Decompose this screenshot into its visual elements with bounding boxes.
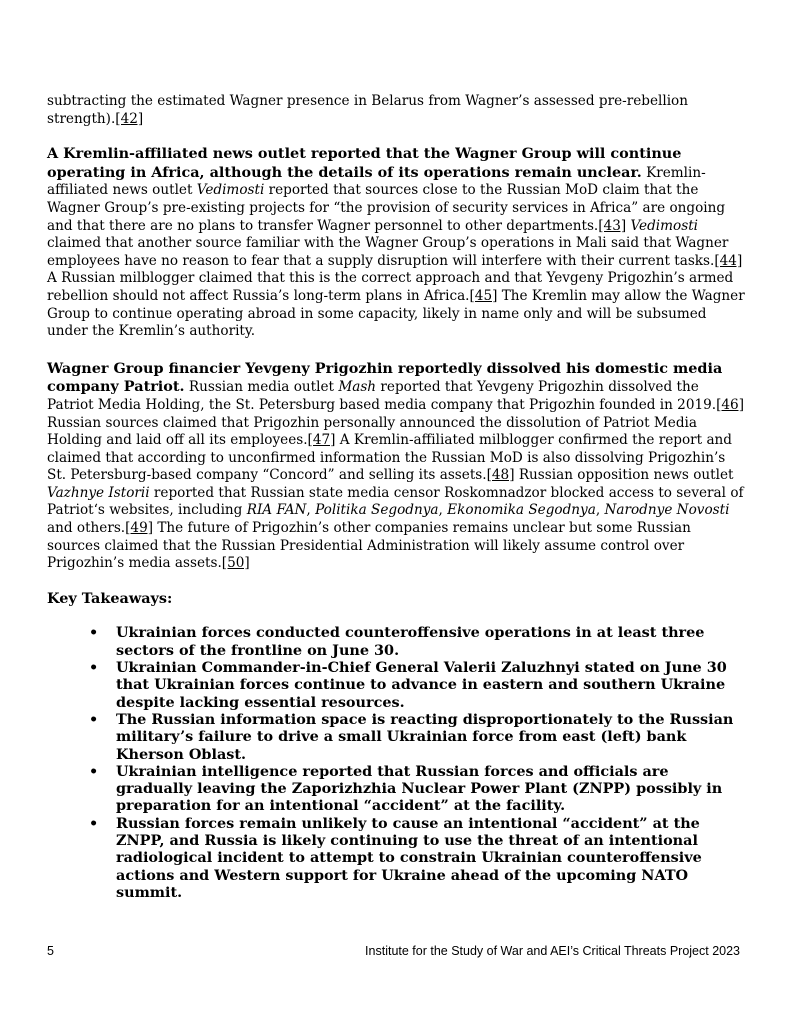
footnote-link-45[interactable]: [45]: [469, 287, 498, 304]
intro-paragraph: [47, 93, 747, 128]
outlet-vazhnye-istorii: Vazhnye Istorii: [47, 484, 150, 501]
footnote-link-48[interactable]: [48]: [486, 467, 515, 484]
site-ria-fan: RIA FAN: [246, 502, 307, 519]
takeaway-item: [89, 762, 747, 815]
africa-text-2: reported that sources close to the Russian MoD claim that the Wagner Group’s pre-existing projects for “the provision of security services in Africa” are ongoing and that there are no plans to transfer Wagner personnel to other departments.: [47, 182, 726, 234]
takeaway-text: Ukrainian forces conducted counteroffensive operations in at least three sectors of the frontline on June 30.: [116, 624, 705, 659]
footnote-link-49[interactable]: [49]: [125, 520, 154, 537]
africa-paragraph: [47, 145, 747, 341]
patriot-paragraph: [47, 360, 747, 573]
footnote-link-46[interactable]: [46]: [716, 396, 745, 413]
intro-text: subtracting the estimated Wagner presence in Belarus from Wagner’s assessed pre-rebellion strength).: [47, 93, 688, 127]
africa-text-3: claimed that another source familiar with the Wagner Group’s operations in Mali said that Wagner employees have no reason to fear that a supply disruption will interfere with their current tasks.: [47, 235, 729, 269]
takeaway-text: Ukrainian intelligence reported that Russian forces and officials are gradually leaving the Zaporizhzhia Nuclear Power Plant (ZNPP) possibly in preparation for an intentional “accident” at the facility.: [116, 762, 723, 815]
footnote-link-43[interactable]: [43]: [598, 217, 627, 234]
bullet-icon: •: [89, 659, 99, 677]
bullet-icon: •: [89, 762, 99, 780]
footer-source: Institute for the Study of War and AEI’s Critical Threats Project 2023: [365, 944, 740, 958]
takeaway-item: [89, 659, 747, 711]
patriot-text-8: The future of Prigozhin’s other companies remains unclear but some Russian sources claimed that the Russian Presidential Administration will likely assume control over Prigozhin’s media assets.: [47, 520, 691, 572]
patriot-text-5: Russian opposition news outlet: [514, 467, 734, 484]
africa-lead: A Kremlin-affiliated news outlet reported that the Wagner Group will continue operating in Africa, although the details of its operations remain unclear.: [47, 145, 682, 181]
takeaway-item: [89, 624, 747, 659]
africa-text-5: The Kremlin may allow the Wagner Group to continue operating abroad in some capacity, likely in name only and will be subsumed under the Kremlin’s authority.: [47, 287, 745, 340]
document-body: [47, 93, 747, 901]
patriot-lead: Wagner Group financier Yevgeny Prigozhin reportedly dissolved his domestic media company Patriot.: [47, 359, 723, 396]
site-separator-1: ,: [306, 502, 316, 519]
site-politika-segodnya: Politika Segodnya: [315, 502, 439, 519]
takeaway-text: Ukrainian Commander-in-Chief General Valerii Zaluzhnyi stated on June 30 that Ukrainian forces continue to advance in eastern and southern Ukraine despite lacking essential resources.: [116, 659, 727, 711]
takeaway-text: The Russian information space is reacting disproportionately to the Russian military’s failure to drive a small Ukrainian force from east (left) bank Kherson Oblast.: [116, 710, 734, 763]
site-separator-2: ,: [438, 502, 448, 519]
footnote-link-50[interactable]: [50]: [221, 555, 250, 572]
patriot-text-3: Russian sources claimed that Prigozhin personally announced the dissolution of Patriot Media Holding and laid off all its employees.: [47, 414, 697, 449]
outlet-vedimosti: Vedimosti: [196, 182, 265, 199]
footnote-link-42[interactable]: [42]: [115, 110, 144, 127]
takeaway-item: [89, 814, 747, 901]
patriot-text-2: reported that Yevgeny Prigozhin dissolved the Patriot Media Holding, the St. Petersburg based media company that Prigozhin founded in 2019.: [47, 379, 717, 413]
patriot-text-1: Russian media outlet: [184, 379, 339, 396]
bullet-icon: •: [89, 624, 99, 642]
site-ekonomika-segodnya: Ekonomika Segodnya: [447, 502, 596, 519]
bullet-icon: •: [89, 814, 99, 832]
outlet-mash: Mash: [338, 379, 377, 396]
page-number: 5: [47, 944, 54, 958]
outlet-vedimosti-2: Vedimosti: [626, 217, 699, 234]
site-separator-3: ,: [595, 502, 605, 519]
africa-text-1: Kremlin-affiliated news outlet: [47, 164, 706, 199]
bullet-icon: •: [89, 710, 99, 728]
patriot-text-7: and others.: [47, 520, 126, 537]
patriot-text-6: reported that Russian state media censor Roskomnadzor blocked access to several of Patriot‘s websites, including: [47, 484, 744, 519]
site-narodnye-novosti: Narodnye Novosti: [604, 502, 730, 519]
footnote-link-47[interactable]: [47]: [307, 432, 336, 449]
key-takeaways-list: [47, 624, 747, 901]
takeaway-item: [89, 710, 747, 763]
patriot-text-4: A Kremlin-affiliated milblogger confirmed the report and claimed that according to unconfirmed information the Russian MoD is also dissolving Prigozhin’s St. Petersburg-based company “Concord” and selling its assets.: [47, 432, 733, 484]
africa-text-4: A Russian milblogger claimed that this is the correct approach and that Yevgeny Prigozhin’s armed rebellion should not affect Russia’s long-term plans in Africa.: [47, 270, 734, 304]
footnote-link-44[interactable]: [44]: [714, 252, 743, 269]
takeaway-text: Russian forces remain unlikely to cause an intentional “accident” at the ZNPP, and Russia is likely continuing to use the threat of an intentional radiological incident to attempt to constrain Ukrainian counteroffensive actions and Western support for Ukraine ahead of the upcoming NATO summit.: [116, 814, 702, 901]
key-takeaways-heading: Key Takeaways:: [47, 589, 173, 607]
